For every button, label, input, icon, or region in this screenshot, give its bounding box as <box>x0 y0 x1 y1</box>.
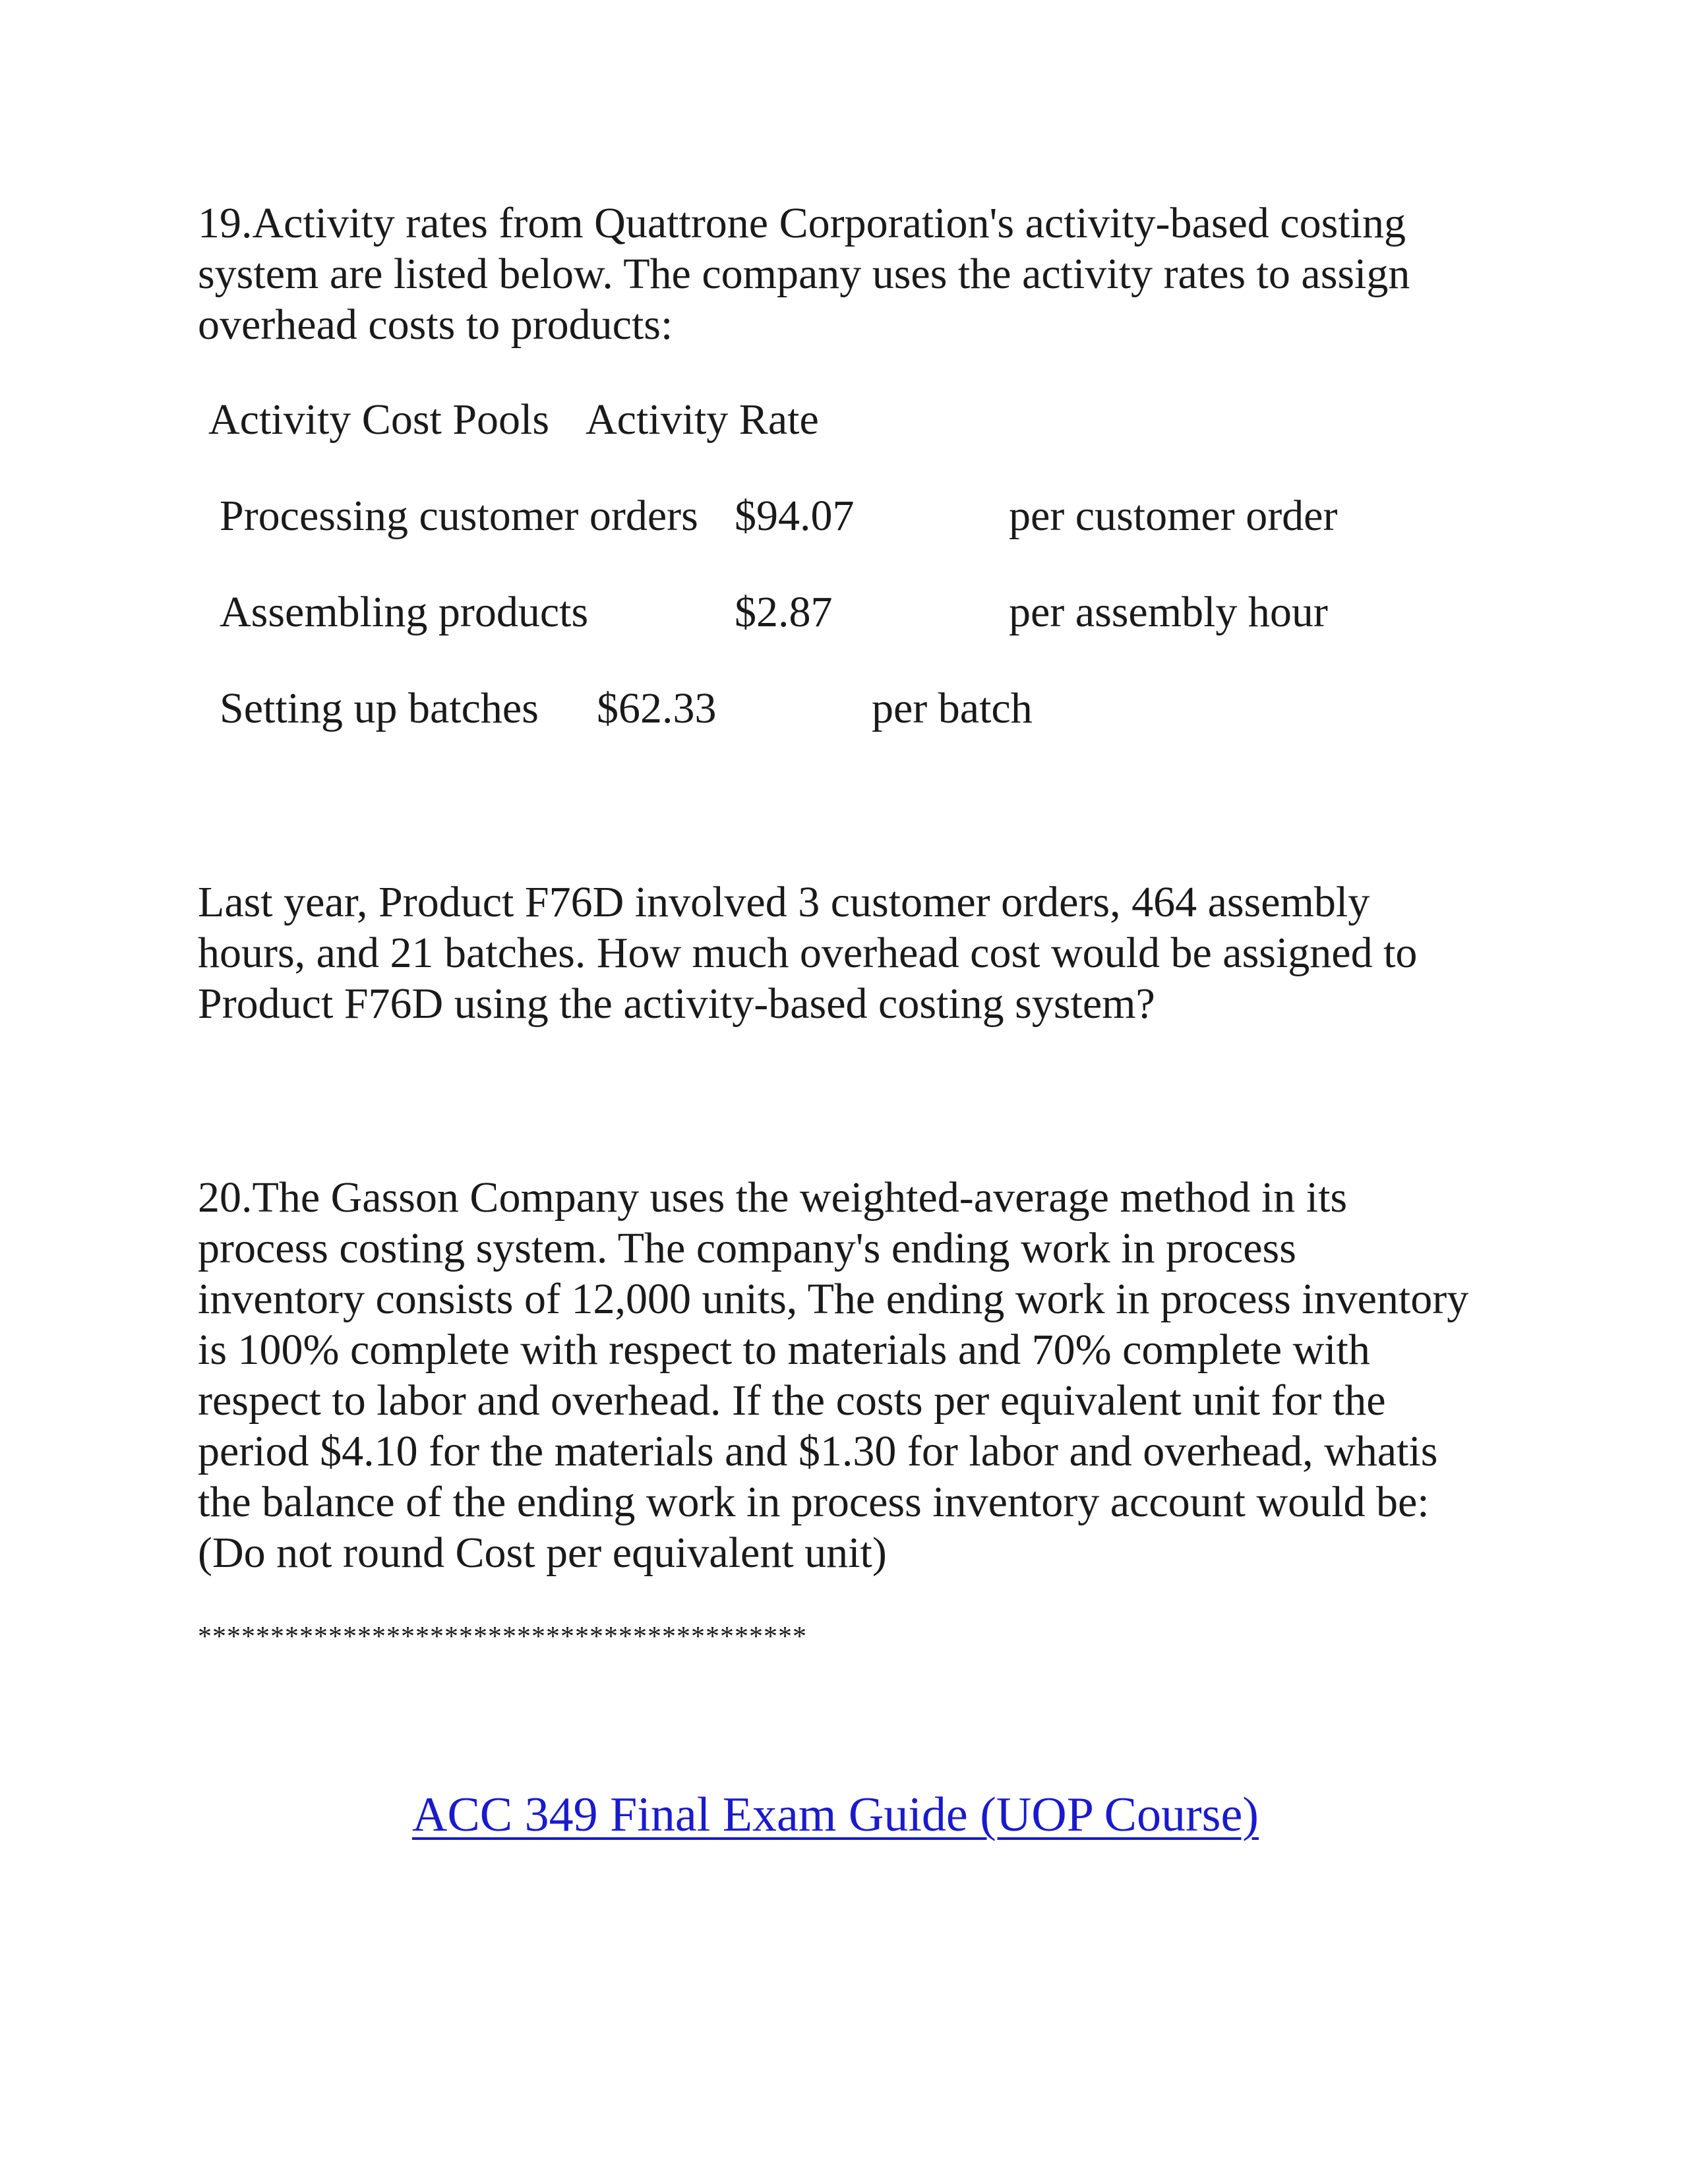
table-header-cost-pools: Activity Cost Pools <box>208 396 550 444</box>
question-19-intro <box>198 198 1517 350</box>
question-19-prompt-line-2: hours, and 21 batches. How much overhead cost would be assigned to <box>198 929 1418 977</box>
table-row-2-rate: $2.87 <box>735 588 833 636</box>
asterisk-separator: ****************************************** <box>198 1622 807 1652</box>
table-row-3-unit: per batch <box>872 684 1033 732</box>
question-20-line-8: (Do not round Cost per equivalent unit) <box>198 1529 887 1577</box>
question-19-prompt-line-3: Product F76D using the activity-based costing system? <box>198 980 1155 1028</box>
table-row-1-pool: Processing customer orders <box>220 492 698 540</box>
question-20-line-2: process costing system. The company's ending work in process <box>198 1224 1296 1272</box>
question-19-line-1: 19.Activity rates from Quattrone Corporation's activity-based costing <box>198 199 1406 247</box>
table-row-3-pool: Setting up batches <box>220 684 539 732</box>
question-19-line-2: system are listed below. The company uses the activity rates to assign <box>198 250 1410 298</box>
course-guide-link[interactable]: ACC 349 Final Exam Guide (UOP Course) <box>412 1788 1259 1842</box>
table-row-2-pool: Assembling products <box>220 588 589 636</box>
question-20-line-5: respect to labor and overhead. If the costs per equivalent unit for the <box>198 1376 1386 1425</box>
question-20-line-3: inventory consists of 12,000 units, The ending work in process inventory <box>198 1275 1469 1323</box>
table-row-1-rate: $94.07 <box>735 492 855 540</box>
question-19-line-3: overhead costs to products: <box>198 301 673 349</box>
question-20-line-1: 20.The Gasson Company uses the weighted-average method in its <box>198 1173 1348 1222</box>
question-19-prompt <box>198 877 1517 1029</box>
question-20-line-4: is 100% complete with respect to materials and 70% complete with <box>198 1326 1370 1374</box>
table-row-3-rate: $62.33 <box>597 684 717 732</box>
table-row-1-unit: per customer order <box>1009 492 1338 540</box>
table-row-2-unit: per assembly hour <box>1009 588 1328 636</box>
question-20-line-6: period $4.10 for the materials and $1.30 for labor and overhead, whatis <box>198 1427 1438 1475</box>
question-20-line-7: the balance of the ending work in process inventory account would be: <box>198 1478 1430 1526</box>
question-20 <box>198 1172 1517 1578</box>
question-19-prompt-line-1: Last year, Product F76D involved 3 customer orders, 464 assembly <box>198 878 1370 926</box>
table-header-activity-rate: Activity Rate <box>586 396 819 444</box>
